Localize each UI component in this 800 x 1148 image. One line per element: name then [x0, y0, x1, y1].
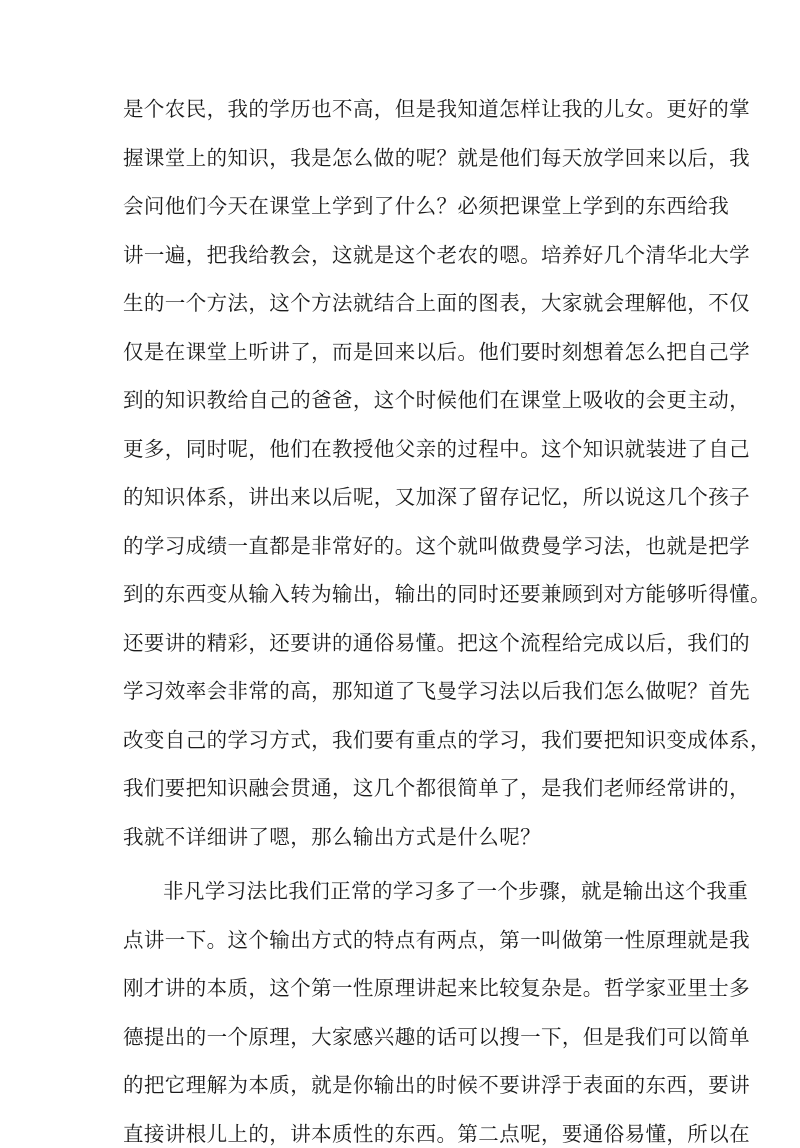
text-line: 刚才讲的本质，这个第一性原理讲起来比较复杂是。哲学家亚里士多	[123, 976, 750, 1000]
text-line: 的把它理解为本质，就是你输出的时候不要讲浮于表面的东西，要讲	[123, 1073, 750, 1097]
text-line: 直接讲根儿上的，讲本质性的东西。第二点呢，要通俗易懂，所以在	[123, 1122, 750, 1146]
text-line: 改变自己的学习方式，我们要有重点的学习，我们要把知识变成体系，	[123, 728, 771, 752]
text-line: 生的一个方法，这个方法就结合上面的图表，大家就会理解他，不仅	[123, 291, 750, 315]
text-line: 点讲一下。这个输出方式的特点有两点，第一叫做第一性原理就是我	[123, 928, 750, 952]
text-line: 到的东西变从输入转为输出，输出的同时还要兼顾到对方能够听得懂。	[123, 582, 771, 606]
text-line: 是个农民，我的学历也不高，但是我知道怎样让我的儿女。更好的掌	[123, 97, 750, 121]
text-line: 仅是在课堂上听讲了，而是回来以后。他们要时刻想着怎么把自己学	[123, 340, 750, 364]
text-line: 会问他们今天在课堂上学到了什么？必须把课堂上学到的东西给我	[123, 194, 730, 218]
text-line: 德提出的一个原理，大家感兴趣的话可以搜一下，但是我们可以简单	[123, 1025, 750, 1049]
text-line: 学习效率会非常的高，那知道了飞曼学习法以后我们怎么做呢？首先	[123, 679, 750, 703]
text-line: 我们要把知识融会贯通，这几个都很简单了，是我们老师经常讲的，	[123, 776, 750, 800]
text-line: 的知识体系，讲出来以后呢，又加深了留存记忆，所以说这几个孩子	[123, 485, 750, 509]
text-line: 讲一遍，把我给教会，这就是这个老农的嗯。培养好几个清华北大学	[123, 243, 750, 267]
text-line: 握课堂上的知识，我是怎么做的呢？就是他们每天放学回来以后，我	[123, 146, 750, 170]
text-line: 更多，同时呢，他们在教授他父亲的过程中。这个知识就装进了自己	[123, 437, 750, 461]
text-line: 还要讲的精彩，还要讲的通俗易懂。把这个流程给完成以后，我们的	[123, 631, 750, 655]
text-line: 我就不详细讲了嗯，那么输出方式是什么呢？	[123, 825, 541, 849]
paragraph-first-line: 非凡学习法比我们正常的学习多了一个步骤，就是输出这个我重	[163, 879, 749, 903]
text-line: 的学习成绩一直都是非常好的。这个就叫做费曼学习法，也就是把学	[123, 534, 750, 558]
text-line: 到的知识教给自己的爸爸，这个时候他们在课堂上吸收的会更主动，	[123, 388, 750, 412]
